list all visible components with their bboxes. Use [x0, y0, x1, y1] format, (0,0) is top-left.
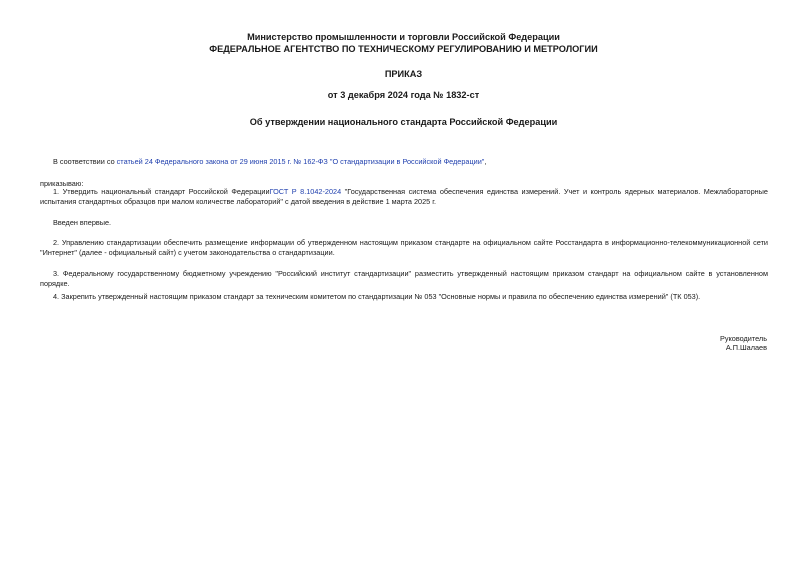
federal-law-link[interactable]: статьей 24 Федерального закона от 29 июня 2015 г. № 162-ФЗ "О стандартизации в Российской Федерации" — [116, 157, 485, 166]
item-2-paragraph: 2. Управлению стандартизации обеспечить размещение информации об утвержденном настоящим приказом стандарте на официальном сайте Росстандарта в информационно-телекоммуникационной сети "Интернет" (далее - официальный сайт) с учетом законодательства о стандартизации. — [40, 238, 768, 257]
order-title: ПРИКАЗ — [384, 69, 423, 79]
order-subject: Об утверждении национального стандарта Российской Федерации — [249, 117, 558, 127]
item-1-suffix: "Государственная система обеспечения единства измерений. Учет и контроль ядерных материалов. Межлабораторные испытания стандартных образцов при малом количестве лабораторий" с датой введения в действие 1 марта 2025 г. — [40, 187, 768, 206]
basis-suffix: , — [484, 157, 487, 166]
order-word: приказываю: — [40, 179, 84, 188]
basis-paragraph — [40, 157, 768, 167]
signature-name: А.П.Шалаев — [725, 343, 767, 352]
item-3-paragraph: 3. Федеральному государственному бюджетному учреждению "Российский институт стандартизации" разместить утвержденный настоящим приказом стандарт на официальном сайте в установленном порядке. — [40, 269, 768, 288]
item-4-paragraph: 4. Закрепить утвержденный настоящим приказом стандарт за техническим комитетом по стандартизации № 053 "Основные нормы и правила по обеспечению единства измерений" (ТК 053). — [53, 292, 701, 301]
ministry-name: Министерство промышленности и торговли Российской Федерации — [247, 32, 560, 42]
gost-standard-link[interactable]: ГОСТ Р 8.1042-2024 — [269, 187, 342, 196]
item-1-paragraph — [40, 187, 768, 207]
basis-prefix: В соответствии со — [53, 157, 117, 166]
introduced-note: Введен впервые. — [53, 218, 112, 227]
agency-name: ФЕДЕРАЛЬНОЕ АГЕНТСТВО ПО ТЕХНИЧЕСКОМУ РЕГУЛИРОВАНИЮ И МЕТРОЛОГИИ — [209, 44, 598, 54]
signature-title: Руководитель — [719, 334, 767, 343]
order-date: от 3 декабря 2024 года № 1832-ст — [327, 90, 480, 100]
item-1-prefix: 1. Утвердить национальный стандарт Российской Федерации — [53, 187, 270, 196]
